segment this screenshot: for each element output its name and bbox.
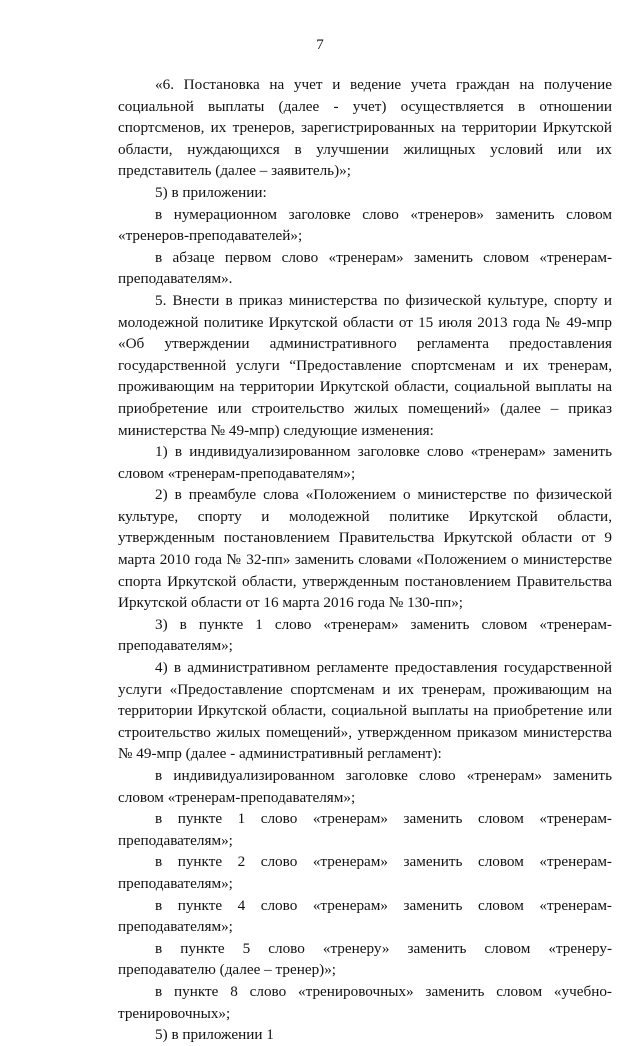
paragraph-point-8: в пункте 8 слово «тренировочных» заменить словом «учебно-тренировочных»; xyxy=(118,982,612,1022)
paragraph-numbering-heading: в нумерационном заголовке слово «тренеров» заменить словом «тренеров-преподавателей»; xyxy=(118,205,612,245)
paragraph-change-2: 2) в преамбуле слова «Положением о министерстве по физической культуре, спорту и молодежной политике Иркутской области, утвержденным постановлением Правительства Иркутской области от 9 марта 2010 года № 32-пп» заменить словами «Положением о министерстве спорта Иркутской области, утвержденным постановлением Правительства Иркутской области от 16 марта 2016 года № 130-пп»; xyxy=(118,486,612,612)
paragraph-point-5: в пункте 5 слово «тренеру» заменить словом «тренеру- преподавателю (далее – тренер)»; xyxy=(118,939,612,979)
paragraph-change-5-appendix: 5) в приложении 1 xyxy=(155,1026,274,1044)
paragraph-change-1: 1) в индивидуализированном заголовке слово «тренерам» заменить словом «тренерам-преподавателям»; xyxy=(118,443,612,482)
paragraph-change-3: 3) в пункте 1 слово «тренерам» заменить словом «тренерам-преподавателям»; xyxy=(118,615,612,655)
paragraph-point-2: в пункте 2 слово «тренерам» заменить словом «тренерам-преподавателям»; xyxy=(118,853,612,892)
page-number: 7 xyxy=(316,37,324,53)
document-body xyxy=(118,74,612,1046)
paragraph-point-4: в пункте 4 слово «тренерам» заменить словом «тренерам-преподавателям»; xyxy=(118,896,612,936)
paragraph-reglament-heading: в индивидуализированном заголовке слово «тренерам» заменить словом «тренерам-преподавателям»; xyxy=(118,767,612,806)
paragraph-change-4: 4) в административном регламенте предоставления государственной услуги «Предоставление спортсменам и их тренерам, проживающим на территории Иркутской области, социальной выплаты на приобретение или строительство жилых помещений», утвержденном приказом министерства № 49-мпр (далее - административный регламент): xyxy=(118,659,612,763)
paragraph-point-1: в пункте 1 слово «тренерам» заменить словом «тренерам-преподавателям»; xyxy=(118,810,612,849)
paragraph-in-appendix: 5) в приложении: xyxy=(155,183,267,201)
paragraph-order-49-mpr: 5. Внести в приказ министерства по физической культуре, спорту и молодежной политике Иркутской области от 15 июля 2013 года № 49-мпр «Об утверждении административного регламента предоставления государственной услуги “Предоставление спортсменам и их тренерам, проживающим на территории Иркутской области, социальной выплаты на приобретение или строительство жилых помещений» (далее – приказ министерства № 49-мпр) следующие изменения: xyxy=(118,291,612,439)
paragraph-item-6-text: «6. Постановка на учет и ведение учета граждан на получение социальной выплаты (далее - учет) осуществляется в отношении спортсменов, их тренеров, зарегистрированных на территории Иркутской области, нуждающихся в улучшении жилищных условий или их представитель (далее – заявитель)»; xyxy=(118,76,612,180)
paragraph-first-abzats: в абзаце первом слово «тренерам» заменить словом «тренерам-преподавателям». xyxy=(118,248,612,288)
